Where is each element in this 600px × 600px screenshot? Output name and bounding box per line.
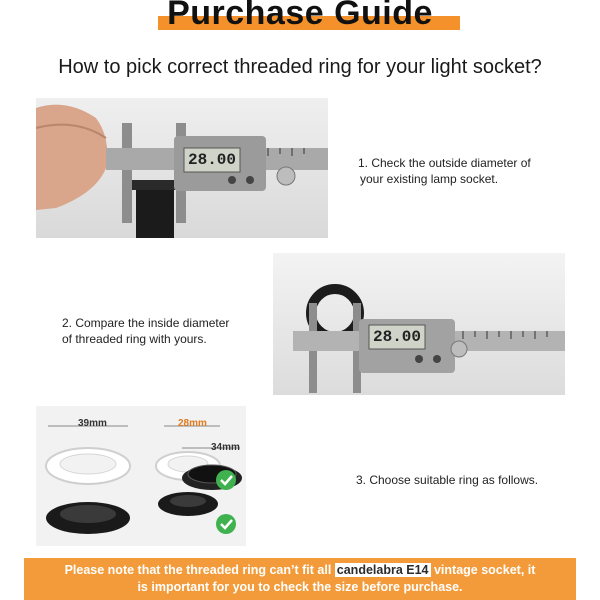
caliper-display-reading-1: 28.00 bbox=[187, 151, 236, 169]
footer-highlight-candelabra: candelabra E14 bbox=[336, 563, 429, 577]
photo-ring-sizes bbox=[36, 406, 246, 546]
photo-caliper-socket bbox=[36, 98, 328, 238]
footer-line-1 bbox=[30, 562, 570, 579]
footer-line-1-start: Please note that the threaded ring can’t fit all bbox=[64, 563, 335, 577]
footer-note bbox=[30, 562, 570, 596]
footer-line-1-end: vintage socket, it bbox=[430, 563, 536, 577]
step-2-text bbox=[62, 315, 262, 347]
step-1-line-1: 1. Check the outside diameter of bbox=[358, 156, 531, 170]
step-2-line-1: 2. Compare the inside diameter bbox=[62, 316, 230, 330]
footer-line-2: is important for you to check the size before purchase. bbox=[137, 580, 463, 594]
ring-size-label-28: 28mm bbox=[178, 418, 207, 429]
step-2-line-2: of threaded ring with yours. bbox=[62, 332, 207, 346]
page-title: Purchase Guide bbox=[167, 0, 433, 32]
ring-size-label-34: 34mm bbox=[211, 442, 240, 453]
ring-size-label-39: 39mm bbox=[78, 418, 107, 429]
page-subtitle: How to pick correct threaded ring for your light socket? bbox=[58, 56, 542, 78]
photo-caliper-ring bbox=[273, 253, 565, 395]
step-1-line-2: your existing lamp socket. bbox=[360, 172, 499, 186]
step-3-text: 3. Choose suitable ring as follows. bbox=[356, 473, 539, 487]
caliper-display-reading-2: 28.00 bbox=[372, 328, 421, 346]
step-1-text bbox=[358, 155, 568, 187]
